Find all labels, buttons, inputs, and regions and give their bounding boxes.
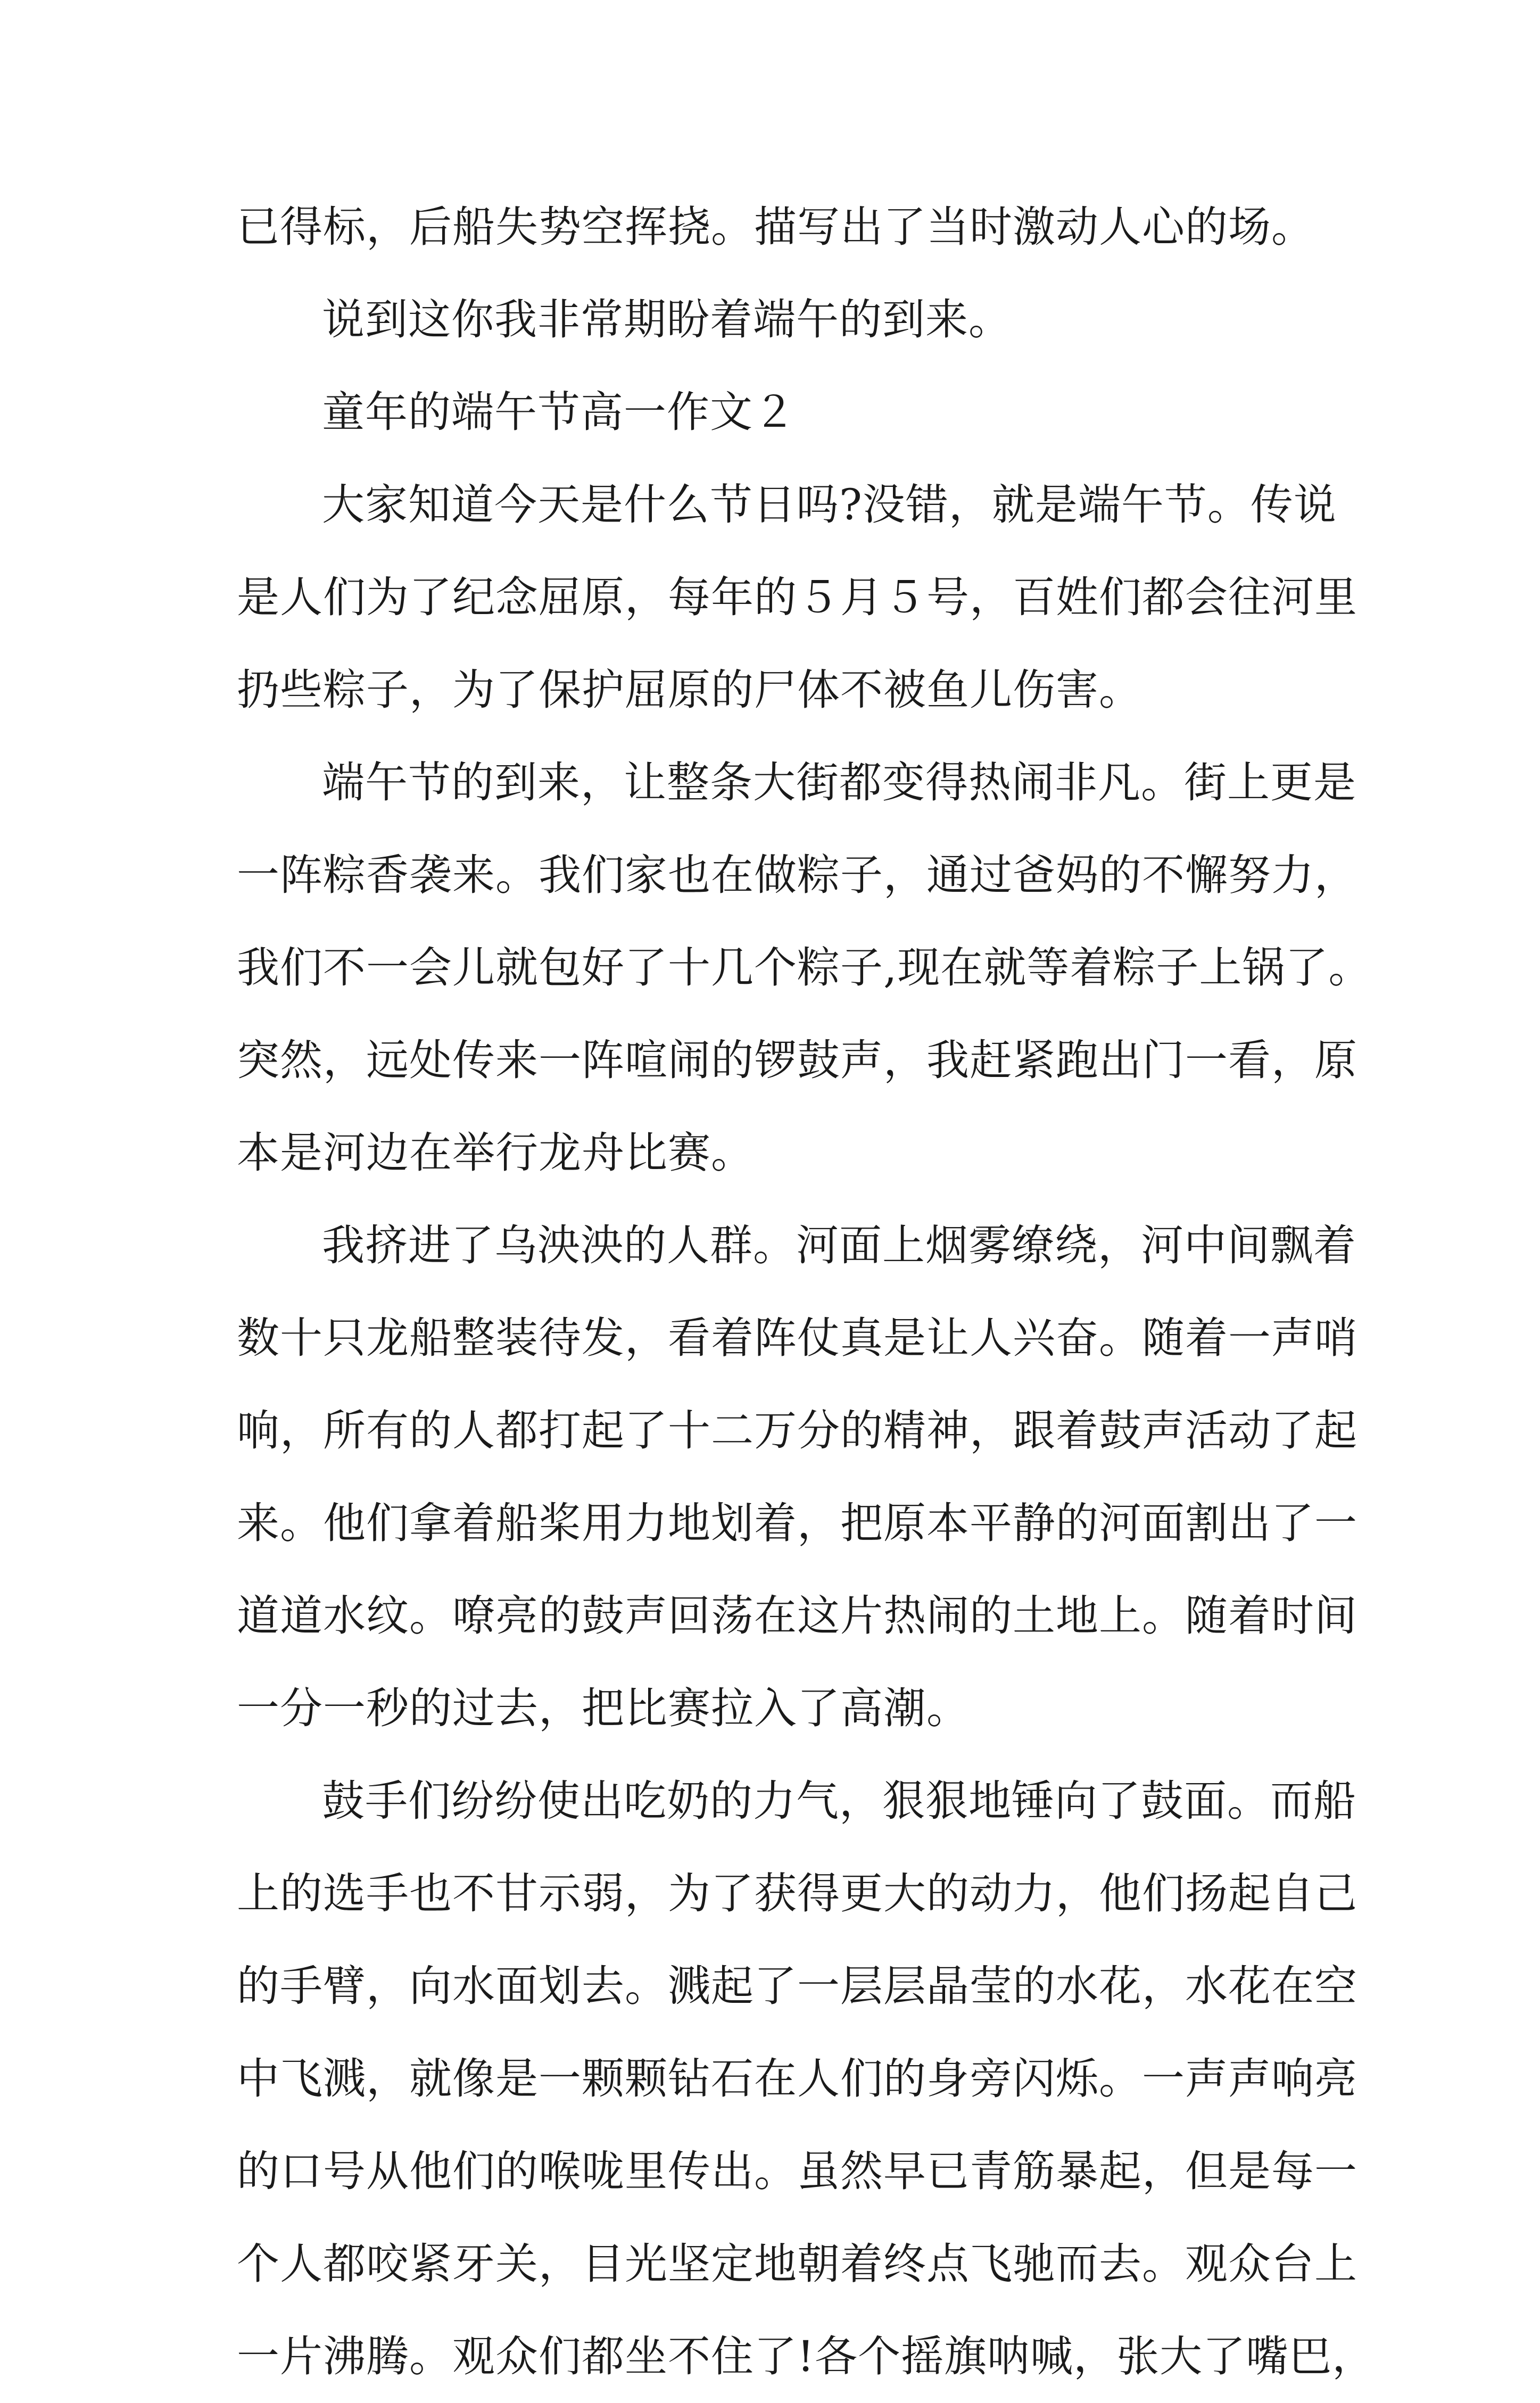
text-line: 的口号从他们的喉咙里传出。虽然早已青筋暴起，但是每一	[237, 2147, 1357, 2196]
text-line: 响，所有的人都打起了十二万分的精神，跟着鼓声活动了起	[237, 1406, 1357, 1455]
text-line: 端午节的到来，让整条大街都变得热闹非凡。街上更是	[322, 758, 1356, 807]
text-line: 本是河边在举行龙舟比赛。	[237, 1128, 754, 1178]
paragraph	[237, 1755, 1376, 2403]
text-line: 上的选手也不甘示弱，为了获得更大的动力，他们扬起自己	[237, 1869, 1357, 1918]
text-line: 童年的端午节高一作文２	[322, 387, 796, 437]
text-line: 来。他们拿着船桨用力地划着，把原本平静的河面割出了一	[237, 1498, 1357, 1548]
text-line: 我挤进了乌泱泱的人群。河面上烟雾缭绕，河中间飘着	[322, 1221, 1356, 1270]
text-line: 扔些粽子，为了保护屈原的尸体不被鱼儿伤害。	[237, 665, 1142, 715]
text-line: 一阵粽香袭来。我们家也在做粽子，通过爸妈的不懈努力，	[237, 850, 1357, 900]
text-line: 中飞溅，就像是一颗颗钻石在人们的身旁闪烁。一声声响亮	[237, 2054, 1357, 2103]
paragraph	[237, 366, 1306, 459]
text-line: 个人都咬紧牙关，目光坚定地朝着终点飞驰而去。观众台上	[237, 2239, 1357, 2289]
document-body	[237, 181, 1376, 2403]
paragraph	[237, 181, 1314, 274]
text-line: 大家知道今天是什么节日吗?没错，就是端午节。传说	[322, 480, 1337, 529]
text-line: 的手臂，向水面划去。溅起了一层层晶莹的水花，水花在空	[237, 1961, 1357, 2011]
paragraph	[237, 274, 1306, 366]
text-line: 已得标，后船失势空挥挠。描写出了当时激动人心的场。	[237, 202, 1314, 252]
text-line: 一片沸腾。观众们都坐不住了!各个摇旗呐喊，张大了嘴巴，	[237, 2332, 1376, 2381]
text-line: 一分一秒的过去，把比赛拉入了高潮。	[237, 1684, 970, 1733]
paragraph	[237, 736, 1372, 1199]
paragraph	[237, 459, 1357, 736]
text-line: 道道水纹。嘹亮的鼓声回荡在这片热闹的土地上。随着时间	[237, 1591, 1357, 1640]
text-line: 数十只龙船整装待发，看着阵仗真是让人兴奋。随着一声哨	[237, 1313, 1357, 1363]
paragraph	[237, 1199, 1357, 1755]
text-line: 我们不一会儿就包好了十几个粽子,现在就等着粽子上锅了。	[237, 943, 1372, 992]
text-line: 鼓手们纷纷使出吃奶的力气，狠狠地锤向了鼓面。而船	[322, 1776, 1356, 1826]
text-line: 是人们为了纪念屈原，每年的５月５号，百姓们都会往河里	[237, 573, 1357, 622]
text-line: 突然，远处传来一阵喧闹的锣鼓声，我赶紧跑出门一看，原	[237, 1035, 1357, 1085]
text-line: 说到这你我非常期盼着端午的到来。	[322, 295, 1012, 344]
